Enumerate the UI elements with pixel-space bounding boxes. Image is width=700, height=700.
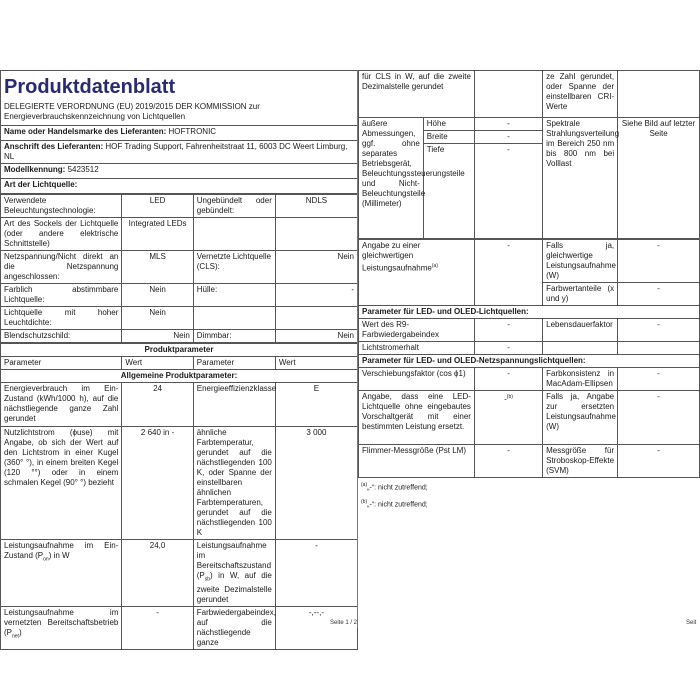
unbundled-label: Ungebündelt oder gebündelt: bbox=[193, 195, 275, 218]
param-table-2 bbox=[358, 239, 700, 478]
class-label: Energieeffizienzklasse bbox=[193, 383, 275, 427]
consist-label: Farbkonsistenz in MacAdam-Ellipsen bbox=[543, 368, 618, 391]
mains-header: Parameter für LED- und OLED-Netzspannungslichtquellen: bbox=[359, 355, 700, 368]
life-label: Lebensdauerfaktor bbox=[543, 319, 618, 342]
envelope-label: Hülle: bbox=[193, 284, 275, 307]
replace-value: -$^{(b)}$ bbox=[474, 391, 542, 445]
col-param-1: Parameter bbox=[1, 357, 122, 370]
socket-value: Integrated LEDs bbox=[122, 218, 193, 251]
height-label: Höhe bbox=[423, 118, 474, 131]
dimmable-label: Dimmbar: bbox=[193, 330, 275, 343]
params-header: Produktparameter bbox=[1, 344, 358, 357]
cls-value: Nein bbox=[275, 251, 357, 284]
equiv-value: - bbox=[474, 240, 542, 306]
led-header: Parameter für LED- und OLED-Lichtquellen: bbox=[359, 306, 700, 319]
cri-value: -,--,- bbox=[275, 606, 357, 649]
r9-label: Wert des R9-Farbwiedergabeindex bbox=[359, 319, 475, 342]
standby-label: Leistungsaufnahme im Bereitschaftszustand $(P_{sb})$ in W, auf die zweite Dezimalstelle gerundet bbox=[193, 540, 275, 607]
power-on-label: Leistungsaufnahme im Ein-Zustand $(P_{on})$ in W bbox=[1, 540, 122, 607]
header-table bbox=[0, 70, 358, 194]
chroma-label: Farbwertanteile (x und y) bbox=[543, 283, 618, 306]
cct-value: 3 000 bbox=[275, 427, 357, 540]
dims-table bbox=[358, 70, 700, 239]
page-1 bbox=[0, 70, 358, 647]
page-number-1: Seite 1 / 2 bbox=[330, 620, 358, 626]
antiglare-value: Nein bbox=[122, 330, 193, 343]
energy-value: 24 bbox=[122, 383, 193, 427]
supplier-value: HOFTRONIC bbox=[168, 127, 217, 136]
footnote-b: $^{(b)}$„-“: nicht zutreffend; bbox=[361, 499, 428, 509]
equiv-power-value: - bbox=[618, 240, 700, 283]
flicker-label: Flimmer-Messgröße (Pst LM) bbox=[359, 445, 475, 478]
page-2 bbox=[358, 70, 700, 628]
strobo-value: - bbox=[618, 445, 700, 478]
energy-label: Energieverbrauch im Ein-Zustand (kWh/1000 h), auf die nächstliegende ganze Zahl gerundet bbox=[1, 383, 122, 427]
mains-value: MLS bbox=[122, 251, 193, 284]
tunable-value: Nein bbox=[122, 284, 193, 307]
r9-value: - bbox=[474, 319, 542, 342]
consist-value: - bbox=[618, 368, 700, 391]
supplier-row: Name oder Handelsmarke des Lieferanten: HOFTRONIC bbox=[1, 126, 358, 141]
dims-label: äußere Abmessungen, ggf. ohne separates Betriebsgerät, Beleuchtungssteuerungsteile und Nicht-Beleuchtungsteile (Millimeter) bbox=[359, 118, 424, 239]
page-number-2: Seit bbox=[686, 620, 697, 626]
type-table bbox=[0, 194, 358, 343]
life-value: - bbox=[618, 319, 700, 342]
replace-label: Angabe, dass eine LED-Lichtquelle ohne eingebautes Vorschaltgerät mit einer bestimmten Leistung ersetzt. bbox=[359, 391, 475, 445]
cls-cont-label: für CLS in W, auf die zweite Dezimalstelle gerundet bbox=[359, 71, 475, 118]
model-value: 5423512 bbox=[67, 165, 99, 174]
equiv-power-label: Falls ja, gleichwertige Leistungsaufnahme (W) bbox=[543, 240, 618, 283]
width-label: Breite bbox=[423, 131, 474, 144]
col-param-2: Parameter bbox=[193, 357, 275, 370]
standby-value: - bbox=[275, 540, 357, 607]
equiv-label: Angabe zu einer gleichwertigen Leistungsaufnahme$^{(a)}$ bbox=[359, 240, 475, 306]
flux-value: 2 640 in - bbox=[122, 427, 193, 540]
footnote-a: $^{(a)}$„-“: nicht zutreffend; bbox=[361, 482, 428, 492]
class-value: E bbox=[275, 383, 357, 427]
general-header: Allgemeine Produktparameter: bbox=[1, 370, 358, 383]
mains-label: Netzspannung/Nicht direkt an die Netzspannung angeschlossen: bbox=[1, 251, 122, 284]
strobo-label: Messgröße für Stroboskop-Effekte (SVM) bbox=[543, 445, 618, 478]
cct-label: ähnliche Farbtemperatur, gerundet auf die nächstliegenden 100 K, oder Spanne der einstellbaren ähnlichen Farbtemperaturen, gerundet auf die nächstliegenden 100 K bbox=[193, 427, 275, 540]
socket-label: Art des Sockels der Lichtquelle (oder andere elektrische Schnittstelle) bbox=[1, 218, 122, 251]
regulation-text: DELEGIERTE VERORDNUNG (EU) 2019/2015 DER KOMMISSION zur Energieverbrauchskennzeichnung von Lichtquellen bbox=[1, 101, 358, 126]
tunable-label: Farblich abstimmbare Lichtquelle: bbox=[1, 284, 122, 307]
shift-label: Verschiebungsfaktor (cos ϕ1) bbox=[359, 368, 475, 391]
power-on-value: 24,0 bbox=[122, 540, 193, 607]
address-value: HOF Trading Support, Fahrenheitstraat 11, 6003 DC Weert Limburg, NL bbox=[4, 142, 348, 161]
type-header: Art der Lichtquelle: bbox=[1, 179, 358, 194]
doc-title: Produktdatenblatt bbox=[1, 71, 358, 102]
cri-cont-label: ze Zahl gerundet, oder Spanne der einstellbaren CRI-Werte bbox=[543, 71, 618, 118]
chroma-value: - bbox=[618, 283, 700, 306]
networked-label: Leistungsaufnahme im vernetzten Bereitschaftsbetrieb $(P_{net})$ bbox=[1, 606, 122, 649]
flux-label: Nutzlichtstrom (ϕuse) mit Angabe, ob sich der Wert auf den Lichtstrom in einer Kugel (360° °), in einem breiten Kegel (120 °°) oder in einem schmalen Kegel (90° °) bezieht bbox=[1, 427, 122, 540]
shift-value: - bbox=[474, 368, 542, 391]
flicker-value: - bbox=[474, 445, 542, 478]
replace-power-value: - bbox=[618, 391, 700, 445]
spd-label: Spektrale Strahlungsverteilung im Bereich 250 nm bis 800 nm bei Volllast bbox=[543, 118, 618, 239]
params-table bbox=[0, 343, 358, 650]
model-row: Modellkennung: 5423512 bbox=[1, 164, 358, 179]
cls-label: Vernetzte Lichtquelle (CLS): bbox=[193, 251, 275, 284]
width-value: - bbox=[474, 131, 542, 144]
envelope-value: - bbox=[275, 284, 357, 307]
antiglare-label: Blendschutzschild: bbox=[1, 330, 122, 343]
address-row: Anschrift des Lieferanten: HOF Trading Support, Fahrenheitstraat 11, 6003 DC Weert Limburg, NL bbox=[1, 141, 358, 164]
unbundled-value: NDLS bbox=[275, 195, 357, 218]
tech-value: LED bbox=[122, 195, 193, 218]
dimmable-value: Nein bbox=[275, 330, 357, 343]
maint-label: Lichtstromerhalt bbox=[359, 342, 475, 355]
replace-power-label: Falls ja, Angabe zur ersetzten Leistungsaufnahme (W) bbox=[543, 391, 618, 445]
depth-label: Tiefe bbox=[423, 144, 474, 239]
col-value-2: Wert bbox=[275, 357, 357, 370]
height-value: - bbox=[474, 118, 542, 131]
hid-label: Lichtquelle mit hoher Leuchtdichte: bbox=[1, 307, 122, 330]
tech-label: Verwendete Beleuchtungstechnologie: bbox=[1, 195, 122, 218]
cri-label: Farbwiedergabeindex, auf die nächstliegende ganze bbox=[193, 606, 275, 649]
networked-value: - bbox=[122, 606, 193, 649]
col-value-1: Wert bbox=[122, 357, 193, 370]
maint-value: - bbox=[474, 342, 542, 355]
hid-value: Nein bbox=[122, 307, 193, 330]
depth-value: - bbox=[474, 144, 542, 239]
spd-value: Siehe Bild auf letzter Seite bbox=[618, 118, 700, 239]
